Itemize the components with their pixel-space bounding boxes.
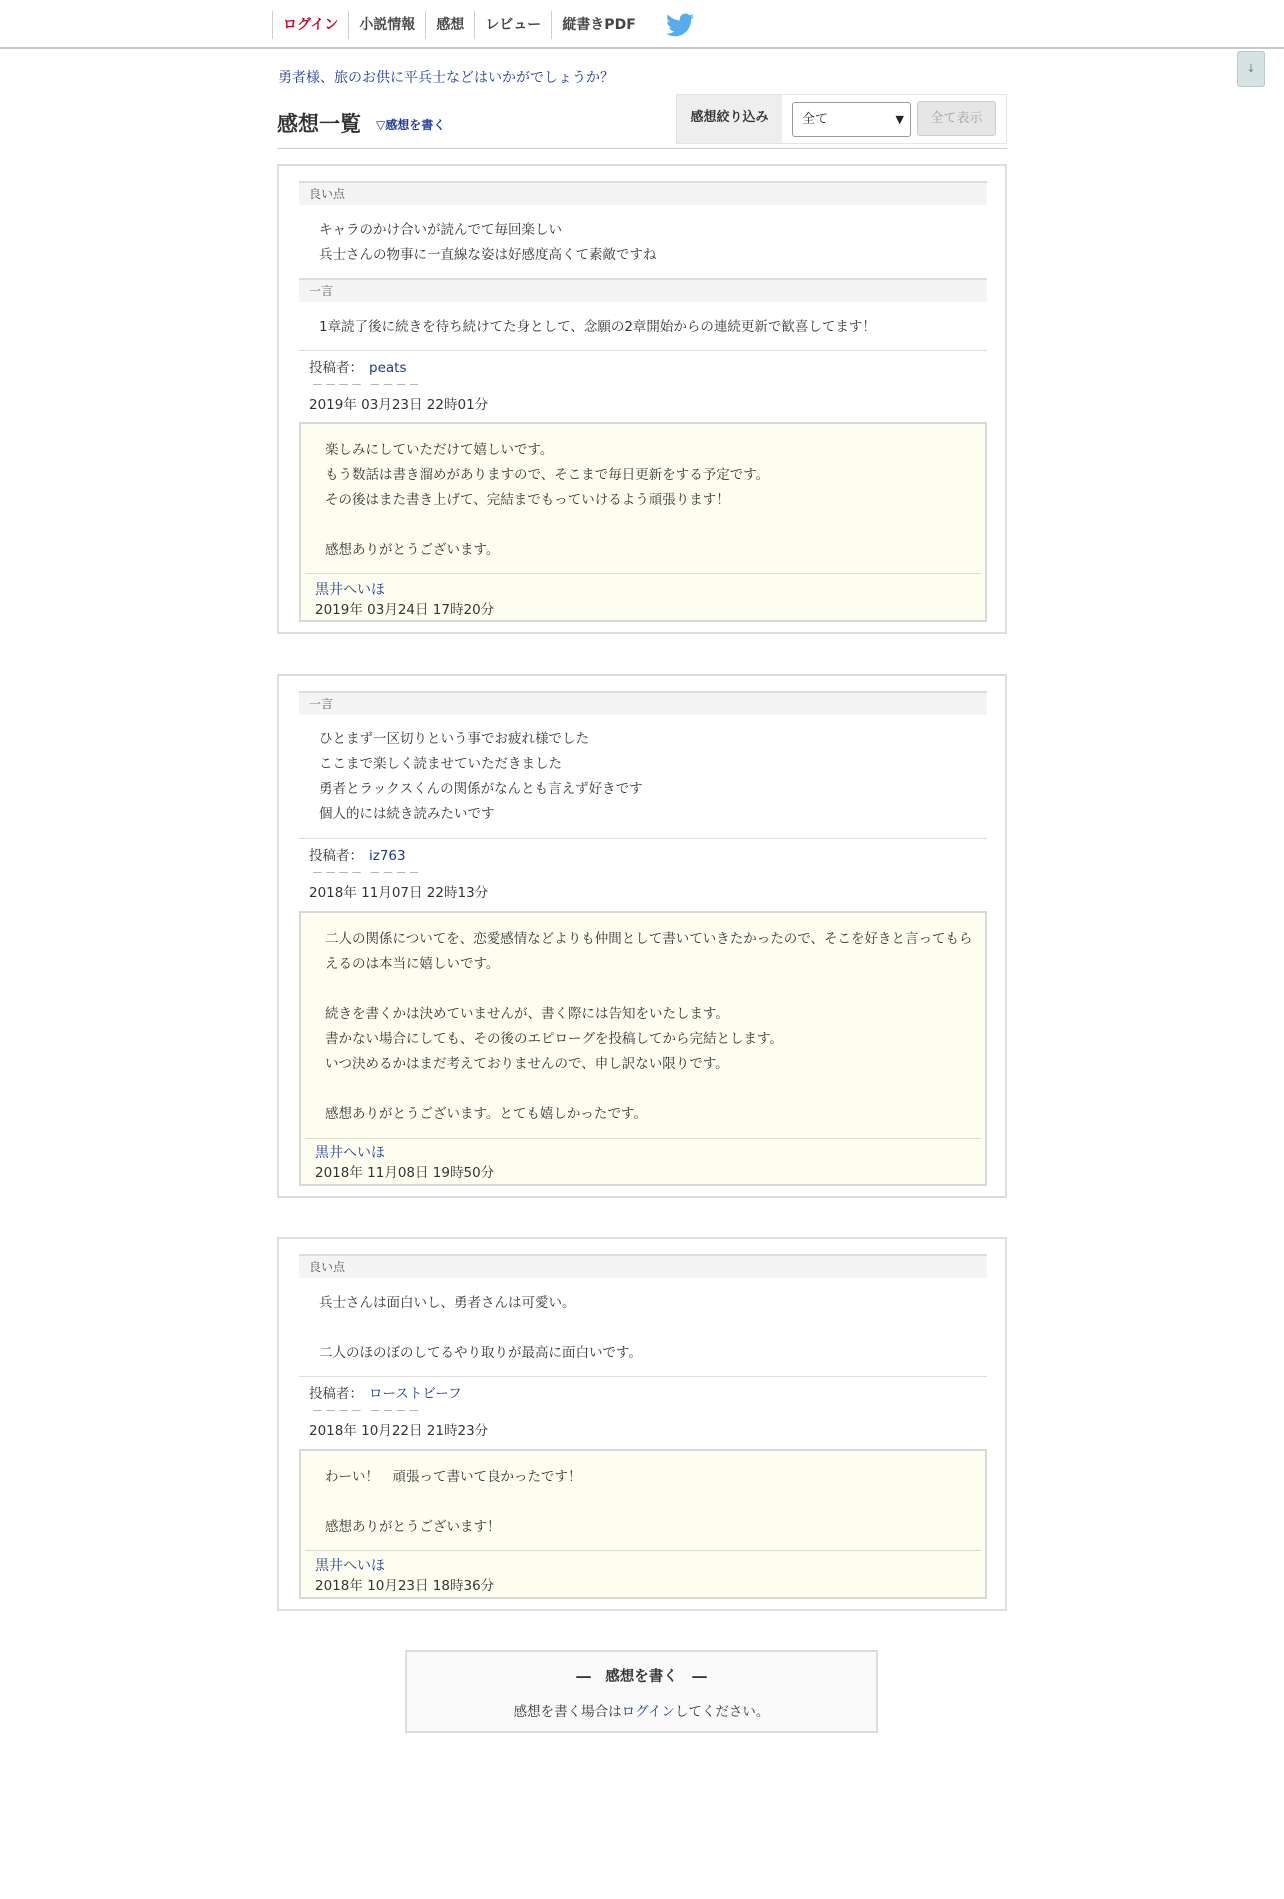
post-date: 2019年 03月23日 22時01分 [309, 397, 489, 413]
divider [299, 1376, 987, 1377]
nav-vertical-pdf-link[interactable]: 縦書きPDF [551, 11, 645, 39]
show-all-button[interactable]: 全て表示 [917, 101, 996, 136]
reply-author-link[interactable]: 黒井へいほ [315, 1145, 385, 1161]
filter-label: 感想絞り込み [677, 95, 782, 143]
impressions-heading-row [277, 94, 1007, 149]
post-date: 2018年 10月22日 21時23分 [309, 1423, 489, 1439]
author-dashes: －－－－ －－－－ [312, 866, 422, 879]
one-word-text: ひとまず一区切りという事でお疲れ様でした ここまで楽しく読ませていただきました 勇者とラックスくんの関係がなんとも言えず好きです 個人的には続き読みたいです [319, 731, 643, 822]
reply-text: 二人の関係についてを、恋愛感情などよりも仲間として書いていきたかったので、そこを好きと言ってもらえるのは本当に嬉しいです。 続きを書くかは決めていませんが、書く際には告知をいたします。 書かない場合にしても、その後のエピローグを投稿してから完結とします。 いつ決めるかはまだ考えておりませんので、申し訳ない限りです。 感想ありがとうございます。とても嬉しかったです。 [325, 931, 973, 1122]
novel-title-link[interactable]: 勇者様、旅のお供に平兵士などはいかがでしょうか？ [278, 70, 614, 86]
author-dashes: －－－－ －－－－ [312, 378, 422, 391]
reply-divider [305, 1550, 981, 1551]
login-prompt [407, 1700, 876, 1720]
impression-card [277, 1237, 1007, 1611]
login-link[interactable]: ログイン [621, 1704, 675, 1720]
chevron-down-icon: ▼ [895, 113, 904, 126]
one-word-header: 一言 [299, 278, 987, 302]
impression-card [277, 164, 1007, 634]
author-prefix: 投稿者： [309, 360, 363, 376]
nav-review-link[interactable]: レビュー [474, 11, 551, 39]
reply-date: 2018年 10月23日 18時36分 [315, 1578, 495, 1594]
author-link[interactable]: ローストビーフ [369, 1386, 462, 1402]
author-link[interactable]: peats [369, 360, 407, 376]
author-dashes: －－－－ －－－－ [312, 1404, 422, 1417]
page-title: 感想一覧 [277, 112, 361, 136]
login-prompt-pre: 感想を書く場合は [513, 1704, 622, 1720]
good-points-header: 良い点 [299, 181, 987, 205]
author-reply [299, 911, 987, 1186]
post-date: 2018年 11月07日 22時13分 [309, 885, 489, 901]
top-navigation [0, 0, 1284, 49]
author-prefix: 投稿者： [309, 1386, 363, 1402]
reply-author-link[interactable]: 黒井へいほ [315, 1558, 385, 1574]
reply-date: 2018年 11月08日 19時50分 [315, 1165, 495, 1181]
login-prompt-post: してください。 [674, 1704, 770, 1720]
reply-text: わーい！ 頑張って書いて良かったです！ 感想ありがとうございます！ [325, 1469, 582, 1535]
good-points-text: 兵士さんは面白いし、勇者さんは可愛い。 二人のほのぼのしてるやり取りが最高に面白いです。 [319, 1295, 642, 1361]
divider [299, 838, 987, 839]
filter-selected-value: 全て [802, 112, 829, 127]
author-link[interactable]: iz763 [369, 848, 406, 864]
write-impression-link[interactable]: ▽感想を書く [376, 118, 446, 132]
write-impression-box [405, 1650, 878, 1733]
scroll-down-button[interactable]: ↓ [1237, 51, 1265, 87]
nav-login-link[interactable]: ログイン [272, 11, 348, 39]
good-points-text: キャラのかけ合いが読んでて毎回楽しい 兵士さんの物事に一直線な姿は好感度高くて素敵ですね [319, 222, 657, 263]
reply-author-link[interactable]: 黒井へいほ [315, 582, 385, 598]
nav-novel-info-link[interactable]: 小説情報 [348, 11, 425, 39]
author-reply [299, 1449, 987, 1599]
nav-impressions-link[interactable]: 感想 [425, 11, 474, 39]
filter-select[interactable] [792, 102, 911, 137]
reply-date: 2019年 03月24日 17時20分 [315, 602, 495, 618]
author-prefix: 投稿者： [309, 848, 363, 864]
reply-divider [305, 1138, 981, 1139]
one-word-header: 一言 [299, 691, 987, 715]
reply-text: 楽しみにしていただけて嬉しいです。 もう数話は書き溜めがありますので、そこまで毎日更新をする予定です。 その後はまた書き上げて、完結までもっていけるよう頑張ります！ 感想ありがとうございます。 [325, 442, 770, 558]
filter-box [676, 94, 1007, 144]
one-word-text: 1章読了後に続きを待ち続けてた身として、念願の2章開始からの連続更新で歓喜してます！ [319, 319, 876, 335]
impression-card [277, 674, 1007, 1198]
reply-divider [305, 573, 981, 574]
good-points-header: 良い点 [299, 1254, 987, 1278]
write-impression-title: ― 感想を書く ― [576, 1669, 707, 1685]
author-line [309, 356, 406, 376]
author-reply [299, 422, 987, 622]
author-line [309, 844, 406, 864]
author-line [309, 1382, 462, 1402]
divider [299, 350, 987, 351]
twitter-icon[interactable] [666, 13, 694, 37]
